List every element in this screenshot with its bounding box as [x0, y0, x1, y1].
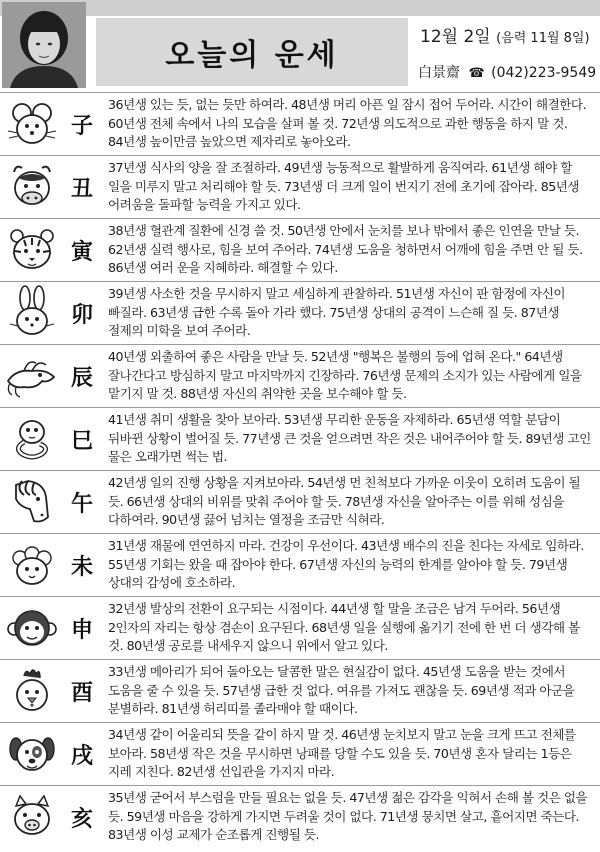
fortune-text: 42년생 일의 진행 상황을 지켜보아라. 54년생 먼 친척보다 가까운 이웃이 오히려 도움이 될 듯. 66년생 상대의 비위를 맞춰 주어야 할 듯. 78년생 자신을 알아주는 이를 위해 성심을 다하여라. 90년생 끓어 넘치는 열정을 조금만 식혀라.	[108, 475, 581, 528]
zodiac-hanja: 卯	[70, 302, 93, 328]
title-box	[96, 18, 408, 86]
ox-icon	[2, 158, 62, 217]
zodiac-hanja: 辰	[70, 365, 93, 391]
tiger-icon	[2, 221, 62, 280]
dragon-icon	[2, 347, 62, 406]
zodiac-list	[0, 92, 600, 852]
pig-icon	[2, 788, 62, 847]
author-photo-icon	[2, 2, 86, 88]
zodiac-hanja: 寅	[70, 239, 93, 265]
header-top-bar	[0, 0, 600, 16]
zodiac-row-rabbit	[0, 281, 600, 345]
sheep-icon	[2, 536, 62, 595]
zodiac-row-sheep	[0, 533, 600, 597]
date-line	[420, 22, 598, 47]
fortune-text: 39년생 사소한 것을 무시하지 말고 세심하게 관찰하라. 51년생 자신이 판 함정에 자신이 빠질라. 63년생 급한 수록 돌아 가라 했다. 75년생 상대의 공격이 느슨해 질 듯. 87년생 절제의 미학을 보여 주어라.	[108, 286, 566, 339]
zodiac-hanja: 申	[70, 617, 93, 643]
fortune-text: 41년생 취미 생활을 찾아 보아라. 53년생 무리한 운동을 자제하라. 65년생 역할 분담이 뒤바뀐 상황이 벌어질 듯. 77년생 큰 것을 얻으려면 작은 것은 내어주어야 할 듯. 89년생 고인 물은 오래가면 썩는 법.	[108, 412, 591, 465]
zodiac-hanja: 亥	[70, 806, 93, 832]
snake-icon	[2, 410, 62, 469]
fortune-text: 34년생 같이 어울리되 뜻을 같이 하지 말 것. 46년생 눈치보지 말고 눈을 크게 뜨고 전체를 보아라. 58년생 작은 것을 무시하면 낭패를 당할 수도 있을 듯. 70년생 혼자 달리는 1등은 지레 지친다. 82년생 선입관을 가지지 마라.	[108, 727, 576, 780]
rat-icon	[2, 95, 62, 154]
zodiac-hanja: 巳	[70, 428, 93, 454]
lunar-date: (음력 11월 8일)	[496, 31, 590, 46]
horse-icon	[2, 473, 62, 532]
fortune-text: 37년생 식사의 양을 잘 조절하라. 49년생 능동적으로 활발하게 움직여라. 61년생 해야 할 일을 미루지 말고 처리해야 할 듯. 73년생 더 크게 일이 번지기 전에 초기에 잡아라. 85년생 어려움을 돌파할 능력을 가지고 있다.	[108, 160, 580, 213]
dog-icon	[2, 725, 62, 784]
solar-date: 12월 2일	[420, 27, 491, 47]
zodiac-hanja: 未	[70, 554, 93, 580]
zodiac-hanja: 戌	[70, 743, 93, 769]
fortune-text: 33년생 메아리가 되어 돌아오는 달콤한 말은 현실감이 없다. 45년생 도움을 받는 것에서 도움을 줄 수 있을 듯. 57년생 급한 것 없다. 여유를 가져도 괜찮을 듯. 69년생 적과 아군을 분별하라. 81년생 허리띠를 졸라매야 할 때이다.	[108, 664, 575, 717]
zodiac-row-snake	[0, 407, 600, 471]
zodiac-row-tiger	[0, 218, 600, 282]
monkey-icon	[2, 599, 62, 658]
fortune-text: 38년생 혈관계 질환에 신경 쓸 것. 50년생 안에서 눈치를 보나 밖에서 좋은 인연을 만날 듯. 62년생 실력 행사로, 힘을 보여 주어라. 74년생 도움을 청하면서 어깨에 힘을 주면 안 될 듯. 86년생 여러 운을 지혜하라. 해결할 수 있다.	[108, 223, 583, 276]
phone-icon: ☎	[468, 66, 485, 81]
fortune-text: 40년생 외출하여 좋은 사람을 만날 듯. 52년생 "행복은 불행의 등에 업혀 온다." 64년생 잘나간다고 방심하지 말고 마지막까지 긴장하라. 76년생 문제의 소지가 있는 사람에게 일을 맡기지 말 것. 88년생 자신의 취약한 곳을 보수해야 할 듯.	[108, 349, 582, 402]
zodiac-row-dog	[0, 722, 600, 786]
fortune-text: 31년생 재물에 연연하지 마라. 건강이 우선이다. 43년생 배수의 진을 친다는 자세로 임하라. 55년생 기회는 왔을 때 잡아야 한다. 67년생 자신의 능력의 한계를 알아야 할 듯. 79년생 상대의 감성에 호소하라.	[108, 538, 584, 591]
page-title: 오늘의 운세	[165, 38, 339, 73]
zodiac-row-rat	[0, 92, 600, 156]
header	[0, 0, 600, 92]
zodiac-row-horse	[0, 470, 600, 534]
fortune-text: 35년생 굳어서 부스럼을 만들 필요는 없을 듯. 47년생 젊은 감각을 익혀서 손해 볼 것은 없을 듯. 59년생 마음을 강하게 가지면 두려울 것이 없다. 71년생 뭉치면 살고, 흩어지면 죽는다. 83년생 이성 교제가 순조롭게 진행될 듯.	[108, 790, 588, 843]
zodiac-hanja: 午	[70, 491, 93, 517]
rabbit-icon	[2, 284, 62, 343]
author-name: 白景齋	[418, 65, 460, 81]
zodiac-row-pig	[0, 785, 600, 849]
zodiac-row-monkey	[0, 596, 600, 660]
zodiac-row-dragon	[0, 344, 600, 408]
zodiac-hanja: 酉	[70, 680, 93, 706]
zodiac-hanja: 丑	[70, 176, 93, 202]
fortune-text: 32년생 발상의 전환이 요구되는 시점이다. 44년생 할 말을 조금은 남겨 두어라. 56년생 2인자의 자리는 항상 겸손이 요구된다. 68년생 일을 실행에 옮기기 전에 한 번 더 생각해 볼 것. 80년생 공로를 내세우지 않으니 위에서 알고 있다.	[108, 601, 580, 654]
zodiac-row-ox	[0, 155, 600, 219]
zodiac-hanja: 子	[70, 113, 93, 139]
author-photo	[2, 2, 86, 88]
fortune-text: 36년생 있는 듯, 없는 듯만 하여라. 48년생 머리 아픈 일 잠시 접어 두어라. 시간이 해결한다. 60년생 전체 속에서 나의 모습을 살펴 볼 것. 72년생 의도적으로 과한 행동을 하지 말 것. 84년생 높이만큼 높았으면 제자리로 놓아오라.	[108, 97, 587, 150]
zodiac-row-rooster	[0, 659, 600, 723]
rooster-icon	[2, 662, 62, 721]
author-phone: (042)223-9549	[491, 65, 597, 81]
author-line	[418, 62, 600, 82]
